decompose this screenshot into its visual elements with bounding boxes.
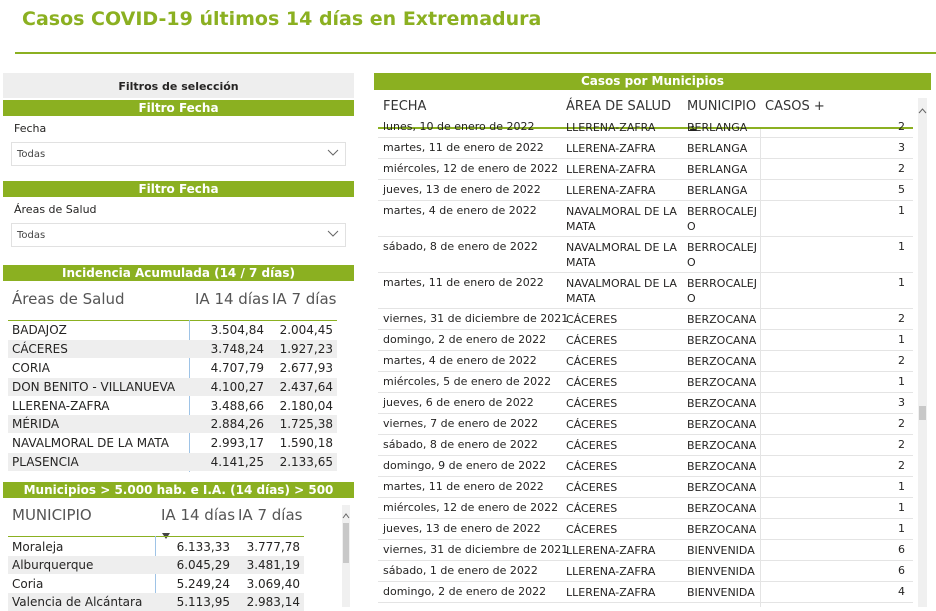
cases-cell-area: NAVALMORAL DE LA MATA	[566, 205, 677, 233]
cases-cell-muni: BERLANGA	[687, 121, 748, 134]
ia-row-area: MÉRIDA	[12, 417, 60, 431]
ia-row-7: 2.133,65	[279, 455, 333, 469]
cases-cell-muni: BERROCALEJ O	[687, 277, 757, 305]
ia-row-7: 2.677,93	[279, 361, 333, 375]
ia-row-14: 4.100,27	[210, 380, 264, 394]
cases-cell-muni: BERZOCANA	[687, 334, 757, 347]
cases-cell-area: LLERENA-ZAFRA	[566, 565, 656, 578]
cases-table-row[interactable]	[378, 309, 913, 330]
muni-row-14: 6.133,33	[176, 540, 230, 554]
cases-cell-casos: 1	[898, 204, 905, 217]
muni-header-14[interactable]: IA 14 días	[161, 506, 236, 524]
cases-cell-muni: BIENVENIDA	[687, 586, 755, 599]
cases-cell-area: CÁCERES	[566, 397, 618, 410]
muni-row-7: 3.069,40	[246, 577, 300, 591]
muni-row-name: Alburquerque	[12, 558, 94, 572]
cases-cell-area: CÁCERES	[566, 502, 618, 515]
cases-cell-fecha: viernes, 31 de diciembre de 2021	[383, 543, 569, 556]
cases-cell-fecha: viernes, 7 de enero de 2022	[383, 417, 539, 430]
ia-row-7: 1.725,38	[279, 417, 333, 431]
cases-cell-area: LLERENA-ZAFRA	[566, 142, 656, 155]
cases-cell-area: CÁCERES	[566, 355, 618, 368]
cases-table-bar: Casos por Municipios	[374, 73, 931, 90]
ia-row-area: CORIA	[12, 361, 50, 375]
muni-header-name[interactable]: MUNICIPIO	[12, 506, 92, 524]
ia-header-area[interactable]: Áreas de Salud	[12, 290, 125, 308]
cases-cell-casos: 5	[898, 183, 905, 196]
cases-cell-casos: 1	[898, 522, 905, 535]
cases-cell-casos: 1	[898, 333, 905, 346]
cases-cell-muni: BIENVENIDA	[687, 565, 755, 578]
page-title: Casos COVID-19 últimos 14 días en Extremadura	[22, 8, 542, 30]
cases-cell-area: CÁCERES	[566, 313, 618, 326]
ia-table-row[interactable]	[8, 340, 337, 358]
cases-cell-casos: 4	[898, 585, 905, 598]
ia-row-area: DON BENITO - VILLANUEVA	[12, 380, 176, 394]
muni-row-14: 6.045,29	[176, 558, 230, 572]
ia-row-area: PLASENCIA	[12, 455, 79, 469]
cases-cell-muni: BERZOCANA	[687, 376, 757, 389]
cases-cell-area: NAVALMORAL DE LA MATA	[566, 277, 677, 305]
slicer-area-bar: Filtro Fecha	[3, 181, 354, 197]
cases-cell-fecha: martes, 11 de enero de 2022	[383, 141, 544, 154]
cases-cell-area: CÁCERES	[566, 460, 618, 473]
muni-table-row[interactable]	[8, 538, 304, 556]
ia-table-row[interactable]	[8, 378, 337, 396]
cases-table-row[interactable]	[378, 180, 913, 201]
filters-title: Filtros de selección	[118, 80, 239, 93]
muni-table-bar: Municipios > 5.000 hab. e I.A. (14 días) > 500	[3, 482, 354, 498]
cases-cell-muni: BERLANGA	[687, 163, 748, 176]
ia-row-14: 3.488,66	[210, 399, 264, 413]
cases-cell-fecha: sábado, 1 de enero de 2022	[383, 564, 538, 577]
slicer-date-dropdown[interactable]	[11, 142, 346, 166]
ia-table-bar: Incidencia Acumulada (14 / 7 días)	[3, 265, 354, 281]
muni-header-7[interactable]: IA 7 días	[238, 506, 303, 524]
cases-column-divider	[760, 129, 761, 607]
muni-scroll-thumb[interactable]	[343, 523, 349, 563]
cases-cell-casos: 2	[898, 354, 905, 367]
ia-row-7: 2.180,04	[279, 399, 333, 413]
cases-table-row[interactable]	[378, 477, 913, 498]
cases-cell-fecha: martes, 11 de enero de 2022	[383, 276, 544, 289]
cases-table-row[interactable]	[378, 414, 913, 435]
ia-row-7: 1.927,23	[279, 342, 333, 356]
cases-cell-muni: BERZOCANA	[687, 460, 757, 473]
cases-cell-muni: BERROCALEJ O	[687, 241, 757, 269]
muni-row-name: Coria	[12, 577, 44, 591]
cases-cell-area: CÁCERES	[566, 439, 618, 452]
ia-row-7: 2.004,45	[279, 323, 333, 337]
cases-cell-casos: 6	[898, 543, 905, 556]
cases-cell-casos: 1	[898, 240, 905, 253]
cases-table-row[interactable]	[378, 498, 913, 519]
ia-table-row[interactable]	[8, 321, 337, 339]
cases-cell-muni: BERZOCANA	[687, 355, 757, 368]
cases-cell-casos: 3	[898, 396, 905, 409]
muni-row-7: 3.481,19	[246, 558, 300, 572]
cases-table-row[interactable]	[378, 582, 913, 603]
slicer-area-value: Todas	[17, 230, 46, 241]
cases-cell-casos: 1	[898, 276, 905, 289]
cases-cell-muni: BERLANGA	[687, 184, 748, 197]
cases-header-area[interactable]: ÁREA DE SALUD	[566, 99, 672, 114]
cases-cell-fecha: viernes, 31 de diciembre de 2021	[383, 312, 569, 325]
cases-cell-muni: BERZOCANA	[687, 418, 757, 431]
cases-table-row[interactable]	[378, 138, 913, 159]
cases-header-fecha[interactable]: FECHA	[383, 99, 427, 114]
cases-cell-casos: 2	[898, 417, 905, 430]
cases-cell-muni: BERZOCANA	[687, 439, 757, 452]
ia-table-row[interactable]	[8, 453, 337, 471]
slicer-date-label: Fecha	[14, 122, 47, 135]
ia-row-7: 1.590,18	[279, 436, 333, 450]
cases-cell-muni: BERZOCANA	[687, 502, 757, 515]
muni-row-name: Moraleja	[12, 540, 64, 554]
cases-cell-area: LLERENA-ZAFRA	[566, 184, 656, 197]
cases-cell-casos: 1	[898, 375, 905, 388]
cases-cell-area: CÁCERES	[566, 418, 618, 431]
ia-table-row[interactable]	[8, 359, 337, 377]
cases-table-row[interactable]	[378, 393, 913, 414]
cases-table-row[interactable]	[378, 273, 913, 309]
cases-cell-fecha: miércoles, 12 de enero de 2022	[383, 501, 559, 514]
cases-cell-area: LLERENA-ZAFRA	[566, 163, 656, 176]
ia-row-14: 2.884,26	[210, 417, 264, 431]
ia-table-row[interactable]	[8, 434, 337, 452]
cases-cell-fecha: miércoles, 12 de enero de 2022	[383, 162, 559, 175]
cases-cell-area: CÁCERES	[566, 481, 618, 494]
muni-row-name: Valencia de Alcántara	[12, 595, 143, 609]
slicer-area-dropdown[interactable]	[11, 223, 346, 247]
cases-cell-area: LLERENA-ZAFRA	[566, 544, 656, 557]
cases-cell-fecha: domingo, 9 de enero de 2022	[383, 459, 547, 472]
ia-row-7: 2.437,64	[279, 380, 333, 394]
cases-table-row[interactable]	[378, 237, 913, 273]
cases-cell-muni: BERROCALEJ O	[687, 205, 757, 233]
muni-row-14: 5.113,95	[176, 595, 230, 609]
cases-cell-fecha: sábado, 8 de enero de 2022	[383, 438, 538, 451]
cases-table-row[interactable]	[378, 159, 913, 180]
muni-row-14: 5.249,24	[176, 577, 230, 591]
cases-table-row[interactable]	[378, 372, 913, 393]
cases-table-row[interactable]	[378, 351, 913, 372]
cases-table-row[interactable]	[378, 201, 913, 237]
muni-table-row[interactable]	[8, 593, 304, 611]
cases-cell-fecha: lunes, 10 de enero de 2022	[383, 120, 535, 133]
cases-cell-muni: BERZOCANA	[687, 397, 757, 410]
ia-row-area: LLERENA-ZAFRA	[12, 399, 110, 413]
ia-table-row[interactable]	[8, 397, 337, 415]
muni-header-rule	[8, 536, 304, 537]
ia-row-14: 4.707,79	[210, 361, 264, 375]
slicer-date-value: Todas	[17, 149, 46, 160]
cases-cell-casos: 2	[898, 162, 905, 175]
cases-cell-muni: BERZOCANA	[687, 313, 757, 326]
cases-cell-fecha: jueves, 13 de enero de 2022	[383, 522, 541, 535]
cases-cell-area: CÁCERES	[566, 523, 618, 536]
ia-row-14: 3.748,24	[210, 342, 264, 356]
cases-header-casos[interactable]: CASOS +	[765, 99, 825, 114]
cases-row-partial[interactable]	[378, 117, 913, 138]
ia-header-7[interactable]: IA 7 días	[272, 290, 337, 308]
ia-row-area: CÁCERES	[12, 342, 68, 356]
cases-cell-area: NAVALMORAL DE LA MATA	[566, 241, 677, 269]
cases-cell-muni: BERLANGA	[687, 142, 748, 155]
ia-row-14: 2.993,17	[210, 436, 264, 450]
cases-cell-fecha: domingo, 2 de enero de 2022	[383, 333, 547, 346]
cases-table-row[interactable]	[378, 435, 913, 456]
cases-table-row[interactable]	[378, 456, 913, 477]
cases-cell-casos: 1	[898, 480, 905, 493]
cases-header-municipio[interactable]: MUNICIPIO	[687, 99, 757, 114]
cases-cell-casos: 2	[898, 459, 905, 472]
ia-header-14[interactable]: IA 14 días	[195, 290, 270, 308]
ia-row-14: 4.141,25	[210, 455, 264, 469]
cases-cell-casos: 1	[898, 501, 905, 514]
cases-cell-fecha: domingo, 2 de enero de 2022	[383, 585, 547, 598]
ia-table-row[interactable]	[8, 415, 337, 433]
cases-cell-casos: 6	[898, 564, 905, 577]
cases-cell-fecha: jueves, 13 de enero de 2022	[383, 183, 541, 196]
cases-cell-fecha: martes, 11 de enero de 2022	[383, 480, 544, 493]
cases-cell-area: CÁCERES	[566, 334, 618, 347]
title-divider	[15, 52, 936, 54]
cases-clip-area	[378, 120, 913, 137]
cases-cell-fecha: sábado, 8 de enero de 2022	[383, 240, 538, 253]
muni-table-row[interactable]	[8, 556, 304, 574]
cases-table-row[interactable]	[378, 519, 913, 540]
slicer-area-label: Áreas de Salud	[14, 203, 97, 216]
muni-row-7: 2.983,14	[246, 595, 300, 609]
cases-cell-casos: 2	[898, 438, 905, 451]
cases-table-row[interactable]	[378, 561, 913, 582]
cases-cell-muni: BERZOCANA	[687, 523, 757, 536]
cases-table-row[interactable]	[378, 540, 913, 561]
cases-cell-casos: 3	[898, 141, 905, 154]
chevron-up-icon[interactable]	[342, 505, 350, 524]
chevron-up-icon[interactable]	[918, 100, 927, 119]
cases-cell-area: LLERENA-ZAFRA	[566, 121, 656, 134]
cases-scroll-thumb[interactable]	[919, 406, 926, 420]
ia-row-area: NAVALMORAL DE LA MATA	[12, 436, 169, 450]
cases-cell-muni: BIENVENIDA	[687, 544, 755, 557]
cases-scrollbar[interactable]	[918, 98, 927, 607]
ia-row-14: 3.504,84	[210, 323, 264, 337]
muni-row-7: 3.777,78	[246, 540, 300, 554]
chevron-down-icon	[327, 227, 339, 242]
cases-cell-area: CÁCERES	[566, 376, 618, 389]
ia-row-area: BADAJOZ	[12, 323, 67, 337]
muni-table-row[interactable]	[8, 575, 304, 593]
cases-table-row[interactable]	[378, 330, 913, 351]
cases-cell-casos: 2	[898, 120, 905, 133]
cases-cell-muni: BERZOCANA	[687, 481, 757, 494]
cases-cell-fecha: jueves, 6 de enero de 2022	[383, 396, 534, 409]
cases-cell-fecha: martes, 4 de enero de 2022	[383, 354, 537, 367]
cases-cell-fecha: martes, 4 de enero de 2022	[383, 204, 537, 217]
cases-cell-area: LLERENA-ZAFRA	[566, 586, 656, 599]
chevron-down-icon	[327, 146, 339, 161]
cases-cell-casos: 2	[898, 312, 905, 325]
cases-cell-fecha: miércoles, 5 de enero de 2022	[383, 375, 552, 388]
slicer-date-bar: Filtro Fecha	[3, 100, 354, 116]
